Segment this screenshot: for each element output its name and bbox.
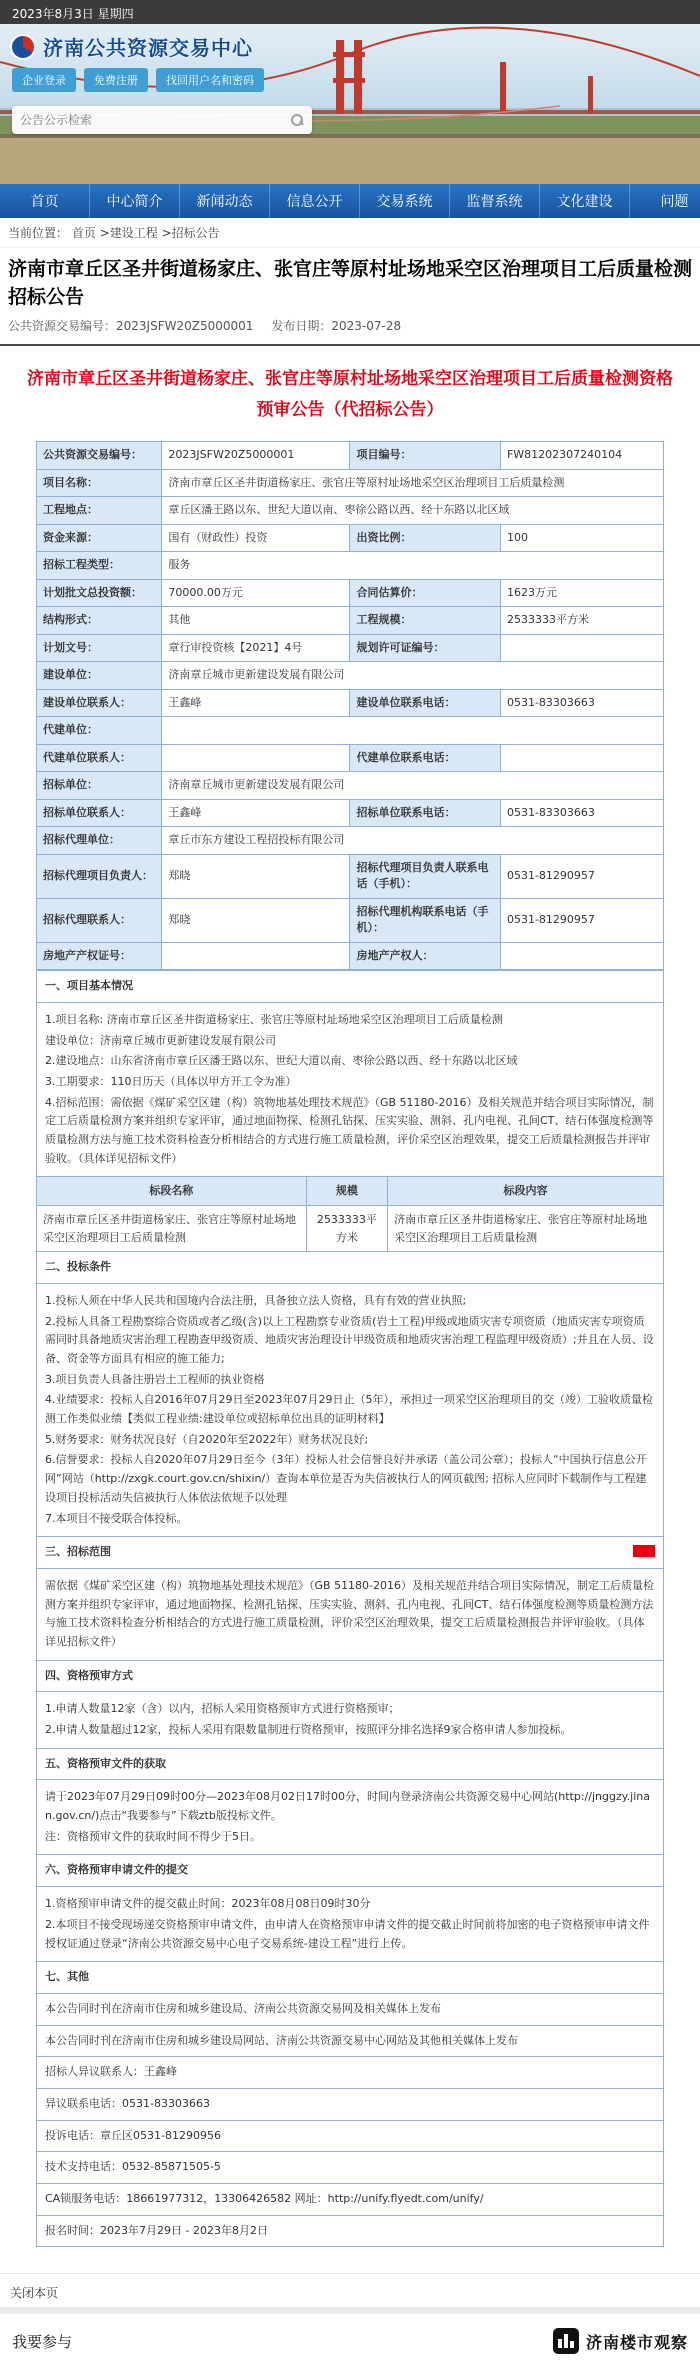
info-row: [37, 524, 664, 552]
close-line: [0, 2274, 700, 2307]
info-label-cell: 合同估算价：: [350, 579, 500, 607]
date-text: 2023年8月3日 星期四: [12, 7, 134, 21]
other-info-line: 技术支持电话：0532-85871505-5: [36, 2151, 664, 2184]
info-value-cell: 0531-83303663: [500, 799, 663, 827]
info-row: [37, 579, 664, 607]
bid-header-cell: 规模: [306, 1177, 388, 1206]
close-page-link[interactable]: 关闭本页: [10, 2286, 59, 2301]
red-highlight-marker: [633, 1545, 655, 1557]
info-value-cell: 服务: [162, 552, 664, 580]
info-table-body: [37, 442, 664, 970]
nav-item[interactable]: 首页: [0, 184, 90, 218]
section-title: 七、其他: [45, 1970, 89, 1984]
announcement-red-title: 济南市章丘区圣井街道杨家庄、张官庄等原村址场地采空区治理项目工后质量检测资格预审公告（代招标公告）: [27, 369, 673, 420]
info-label-cell: 规划许可证编号：: [350, 634, 500, 662]
info-row: [37, 942, 664, 970]
nav-item[interactable]: 中心简介: [90, 184, 180, 218]
search-input[interactable]: [20, 113, 290, 127]
nav-item[interactable]: 文化建设: [540, 184, 630, 218]
publish-date: 发布日期：2023-07-28: [271, 319, 402, 334]
info-value-cell: [500, 744, 663, 772]
info-label-cell: 招标代理联系人：: [37, 898, 162, 942]
section-5-title-box: [36, 1748, 664, 1781]
section-title: 三、招标范围: [45, 1545, 111, 1559]
section-4-body: [36, 1691, 664, 1748]
info-label-cell: 出资比例：: [350, 524, 500, 552]
info-label-cell: 建设单位：: [37, 662, 162, 690]
nav-item[interactable]: 信息公开: [270, 184, 360, 218]
paragraph: 2.申请人数量超过12家，投标人采用有限数量制进行资格预审，按照评分排名选择9家合格申请人参加投标。: [45, 1723, 572, 1736]
section-7-title-box: [36, 1961, 664, 1994]
section-title: 四、资格预审方式: [45, 1668, 133, 1682]
info-value-cell: [162, 717, 664, 745]
section-title: 五、资格预审文件的获取: [45, 1756, 166, 1770]
info-value-cell: 国有（财政性）投资: [162, 524, 350, 552]
info-row: [37, 552, 664, 580]
info-value-cell: 王鑫峰: [162, 689, 350, 717]
watermark-logo-icon: [553, 2328, 579, 2354]
project-info-table: [36, 441, 664, 970]
info-row: [37, 662, 664, 690]
account-buttons: [12, 68, 264, 92]
paragraph: 5.财务要求：财务状况良好（自2020年至2022年）财务状况良好;: [45, 1432, 369, 1446]
info-value-cell: 2533333平方米: [500, 607, 663, 635]
info-value-cell: [500, 634, 663, 662]
info-label-cell: 招标单位联系人：: [37, 799, 162, 827]
footer-bottom: [0, 2314, 700, 2372]
info-value-cell: [500, 942, 663, 970]
info-label-cell: 项目编号：: [350, 442, 500, 470]
paragraph: 建设单位：济南章丘城市更新建设发展有限公司: [45, 1033, 276, 1047]
info-value-cell: FW81202307240104: [500, 442, 663, 470]
info-label-cell: 计划批文总投资额：: [37, 579, 162, 607]
trade-number: 公共资源交易编号：2023JSFW20Z5000001: [8, 319, 254, 334]
info-label-cell: 招标工程类型：: [37, 552, 162, 580]
info-value-cell: 王鑫峰: [162, 799, 350, 827]
info-row: [37, 744, 664, 772]
info-value-cell: 0531-83303663: [500, 689, 663, 717]
paragraph: 需依据《煤矿采空区建（构）筑物地基处理技术规范》（GB 51180-2016）及相关规范并结合项目实际情况，制定工后质量检测方案并组织专家评审，通过地面物探、检测孔钻探、压实实验、测斜、孔内电视、孔间CT、结石体强度检测等质量检测方法与施工技术资料检查分析相结合的方式进行施工质量检测，评价采空区治理效果，提交工后质量检测报告并评审验收。（具体详见招标文件）: [45, 1578, 655, 1648]
paragraph: 1.投标人须在中华人民共和国境内合法注册，具备独立法人资格，具有有效的营业执照;: [45, 1293, 467, 1307]
info-value-cell: 郑晓: [162, 854, 350, 898]
paragraph: 2.本项目不接受现场递交资格预审申请文件，由申请人在资格预审申请文件的提交截止时间前将加密的电子资格预审申请文件授权证通过登录“济南公共资源交易中心电子交易系统-建设工程”进行上传。: [45, 1917, 650, 1950]
info-row: [37, 717, 664, 745]
info-value-cell: 0531-81290957: [500, 854, 663, 898]
section-1-title-box: [36, 970, 664, 1003]
section-2-title-box: [36, 1251, 664, 1284]
topbar: [0, 0, 700, 24]
paragraph: 4.业绩要求：投标人自2016年07月29日至2023年07月29日止（5年），承担过一项采空区治理项目的交（竣）工验收质量检测工作类似业绩【类似工程业绩:建设单位或招标单位出具的证明材料】: [45, 1393, 653, 1426]
section-6-body: [36, 1886, 664, 1962]
info-row: [37, 442, 664, 470]
paragraph: 7.本项目不接受联合体投标。: [45, 1511, 188, 1525]
info-value-cell: 70000.00万元: [162, 579, 350, 607]
info-value-cell: 0531-81290957: [500, 898, 663, 942]
section-3-title-box: [36, 1536, 664, 1569]
info-value-cell: 济南章丘城市更新建设发展有限公司: [162, 662, 664, 690]
info-label-cell: 项目名称：: [37, 469, 162, 497]
site-logo-text: 济南公共资源交易中心: [43, 36, 253, 60]
page-title: 济南市章丘区圣井街道杨家庄、张官庄等原村址场地采空区治理项目工后质量检测招标公告: [8, 258, 693, 308]
bid-table-body: [37, 1206, 664, 1252]
breadcrumb-link[interactable]: > 招标公告: [162, 226, 220, 240]
page-footer: [0, 2273, 700, 2372]
bid-row: [37, 1206, 664, 1252]
info-label-cell: 代建单位联系人：: [37, 744, 162, 772]
watermark: [553, 2328, 688, 2354]
paragraph: 6.信誉要求：投标人自2020年07月29日至今（3年）投标人社会信誉良好并承诺（盖公司公章）；投标人“中国执行信息公开网”网站（http://zxgk.court.gov.cn/shixin/）查询本单位是否为失信被执行人的网页截图; 招标人应同时下载制作与工程建设项目投标活动失信被执行人体依法依规予以处理: [45, 1453, 647, 1504]
info-value-cell: 济南章丘城市更新建设发展有限公司: [162, 772, 664, 800]
breadcrumb-link[interactable]: > 建设工程: [100, 226, 158, 240]
main-nav: [0, 184, 700, 218]
nav-item[interactable]: 问题: [630, 184, 700, 218]
other-info-line: 本公告同时刊在济南市住房和城乡建设局、济南公共资源交易网及相关媒体上发布: [36, 1993, 664, 2026]
info-label-cell: 代建单位联系电话：: [350, 744, 500, 772]
info-label-cell: 公共资源交易编号：: [37, 442, 162, 470]
paragraph: 1.申请人数量12家（含）以内，招标人采用资格预审方式进行资格预审；: [45, 1702, 400, 1716]
info-value-cell: 济南市章丘区圣井街道杨家庄、张官庄等原村址场地采空区治理项目工后质量检测: [162, 469, 664, 497]
info-row: [37, 689, 664, 717]
announcement-body: [36, 441, 664, 2247]
info-label-cell: 房地产产权人：: [350, 942, 500, 970]
info-label-cell: 招标单位：: [37, 772, 162, 800]
breadcrumb-prefix: 当前位置：: [8, 226, 69, 240]
nav-item[interactable]: 监督系统: [450, 184, 540, 218]
site-logo-icon: [10, 34, 36, 60]
other-info-line: 本公告同时刊在济南市住房和城乡建设局网站、济南公共资源交易中心网站及其他相关媒体上发布: [36, 2025, 664, 2058]
info-label-cell: 资金来源：: [37, 524, 162, 552]
info-value-cell: [162, 942, 350, 970]
bid-cell: 济南市章丘区圣井街道杨家庄、张官庄等原村址场地采空区治理项目工后质量检测: [388, 1206, 664, 1252]
paragraph: 4.招标范围：需依据《煤矿采空区建（构）筑物地基处理技术规范》（GB 51180-2016）及相关规范并结合项目实际情况，制定工后质量检测方案并组织专家评审，通过地面物探、检测孔钻探、压实实验、测斜、孔内电视、孔间CT、结石体强度检测等质量检测方法与施工技术资料检查分析相结合的方式进行施工质量检测，评价采空区治理效果，提交工后质量检测报告并评审验收。（具体详见招标文件）: [45, 1095, 654, 1165]
search-icon[interactable]: [290, 113, 304, 127]
title-divider: [0, 344, 700, 346]
section-2-body: [36, 1283, 664, 1537]
info-label-cell: 招标代理机构联系电话（手机）：: [350, 898, 500, 942]
section-title: 一、项目基本情况: [45, 979, 133, 993]
info-row: [37, 607, 664, 635]
other-info-line: 报名时间：2023年7月29日 - 2023年8月2日: [36, 2215, 664, 2248]
participate-button[interactable]: 我要参与: [12, 2332, 73, 2351]
header-account-button[interactable]: 免费注册: [84, 68, 148, 92]
info-value-cell: 1623万元: [500, 579, 663, 607]
info-row: [37, 799, 664, 827]
section-6-title-box: [36, 1854, 664, 1887]
section-5-body: [36, 1779, 664, 1855]
info-value-cell: 章丘市东方建设工程招投标有限公司: [162, 827, 664, 855]
footer-separator: [0, 2307, 700, 2314]
page-meta: [0, 315, 700, 344]
paragraph: 2.投标人具备工程勘察综合资质或者乙级(含)以上工程勘察专业资质(岩土工程)甲级或地质灾害专项资质（地质灾害专项资质需同时具备地质灾害治理工程勘查甲级资质、地质灾害治理设计甲级资质和地质灾害治理工程监理甲级资质）;并且在人员、设备、资金等方面具有相应的施工能力;: [45, 1314, 654, 1365]
breadcrumb: [0, 218, 700, 248]
section-1-body: [36, 1002, 664, 1178]
info-row: [37, 854, 664, 898]
other-info-line: 招标人异议联系人：王鑫峰: [36, 2056, 664, 2089]
header-account-button[interactable]: 企业登录: [12, 68, 76, 92]
info-label-cell: 计划文号：: [37, 634, 162, 662]
info-row: [37, 497, 664, 525]
info-value-cell: 郑晓: [162, 898, 350, 942]
info-row: [37, 827, 664, 855]
section-3-body: [36, 1568, 664, 1661]
info-label-cell: 工程地点：: [37, 497, 162, 525]
section-4-title-box: [36, 1660, 664, 1693]
paragraph: 请于2023年07月29日09时00分—2023年08月02日17时00分，时间内登录济南公共资源交易中心网站(http://jnggzy.jinan.gov.cn/)点击“我要参与”下载ztb版投标文件。: [45, 1790, 650, 1823]
info-value-cell: 章行审投资核【2021】4号: [162, 634, 350, 662]
bid-cell: 济南市章丘区圣井街道杨家庄、张官庄等原村址场地采空区治理项目工后质量检测: [37, 1206, 307, 1252]
hero-banner: [0, 24, 700, 184]
header-account-button[interactable]: 找回用户名和密码: [156, 68, 264, 92]
info-label-cell: 代建单位：: [37, 717, 162, 745]
paragraph: 1.项目名称: 济南市章丘区圣井街道杨家庄、张官庄等原村址场地采空区治理项目工后质量检测: [45, 1012, 503, 1026]
info-row: [37, 469, 664, 497]
paragraph: 注：资格预审文件的获取时间不得少于5日。: [45, 1829, 261, 1843]
paragraph: 1.资格预审申请文件的提交截止时间：2023年08月08日09时30分: [45, 1897, 371, 1911]
info-value-cell: [162, 744, 350, 772]
info-row: [37, 634, 664, 662]
section-title: 二、投标条件: [45, 1260, 111, 1274]
info-label-cell: 招标代理单位：: [37, 827, 162, 855]
bid-section-table: [36, 1176, 664, 1252]
info-label-cell: 结构形式：: [37, 607, 162, 635]
info-label-cell: 招标代理项目负责人：: [37, 854, 162, 898]
bid-cell: 2533333平方米: [306, 1206, 388, 1252]
nav-item[interactable]: 新闻动态: [180, 184, 270, 218]
watermark-text: 济南楼市观察: [585, 2332, 688, 2352]
info-row: [37, 898, 664, 942]
info-label-cell: 建设单位联系电话：: [350, 689, 500, 717]
bid-header-cell: 标段内容: [388, 1177, 664, 1206]
search-box[interactable]: [12, 106, 312, 134]
breadcrumb-link[interactable]: 首页: [71, 226, 96, 240]
bid-header-row: [37, 1177, 664, 1206]
info-label-cell: 工程规模：: [350, 607, 500, 635]
info-label-cell: 招标单位联系电话：: [350, 799, 500, 827]
info-label-cell: 招标代理项目负责人联系电话（手机）：: [350, 854, 500, 898]
info-value-cell: 2023JSFW20Z5000001: [162, 442, 350, 470]
info-value-cell: 其他: [162, 607, 350, 635]
nav-item[interactable]: 交易系统: [360, 184, 450, 218]
paragraph: 3.工期要求：110日历天（具体以甲方开工令为准）: [45, 1075, 297, 1089]
info-value-cell: 100: [500, 524, 663, 552]
info-label-cell: 房地产产权证号：: [37, 942, 162, 970]
other-info-line: 异议联系电话：0531-83303663: [36, 2088, 664, 2121]
other-info-line: CA锁服务电话：18661977312，13306426582 网址：http://unify.flyedt.com/unify/: [36, 2183, 664, 2216]
section-title: 六、资格预审申请文件的提交: [45, 1863, 188, 1877]
paragraph: 2.建设地点：山东省济南市章丘区潘王路以东、世纪大道以南、枣徐公路以西、经十东路以北区域: [45, 1054, 518, 1068]
paragraph: 3.项目负责人具备注册岩土工程师的执业资格: [45, 1372, 265, 1386]
other-info-line: 投诉电话：章丘区0531-81290956: [36, 2120, 664, 2153]
info-label-cell: 建设单位联系人：: [37, 689, 162, 717]
info-row: [37, 772, 664, 800]
site-logo-row: [10, 32, 253, 61]
info-value-cell: 章丘区潘王路以东、世纪大道以南、枣徐公路以西、经十东路以北区域: [162, 497, 664, 525]
bid-header-cell: 标段名称: [37, 1177, 307, 1206]
